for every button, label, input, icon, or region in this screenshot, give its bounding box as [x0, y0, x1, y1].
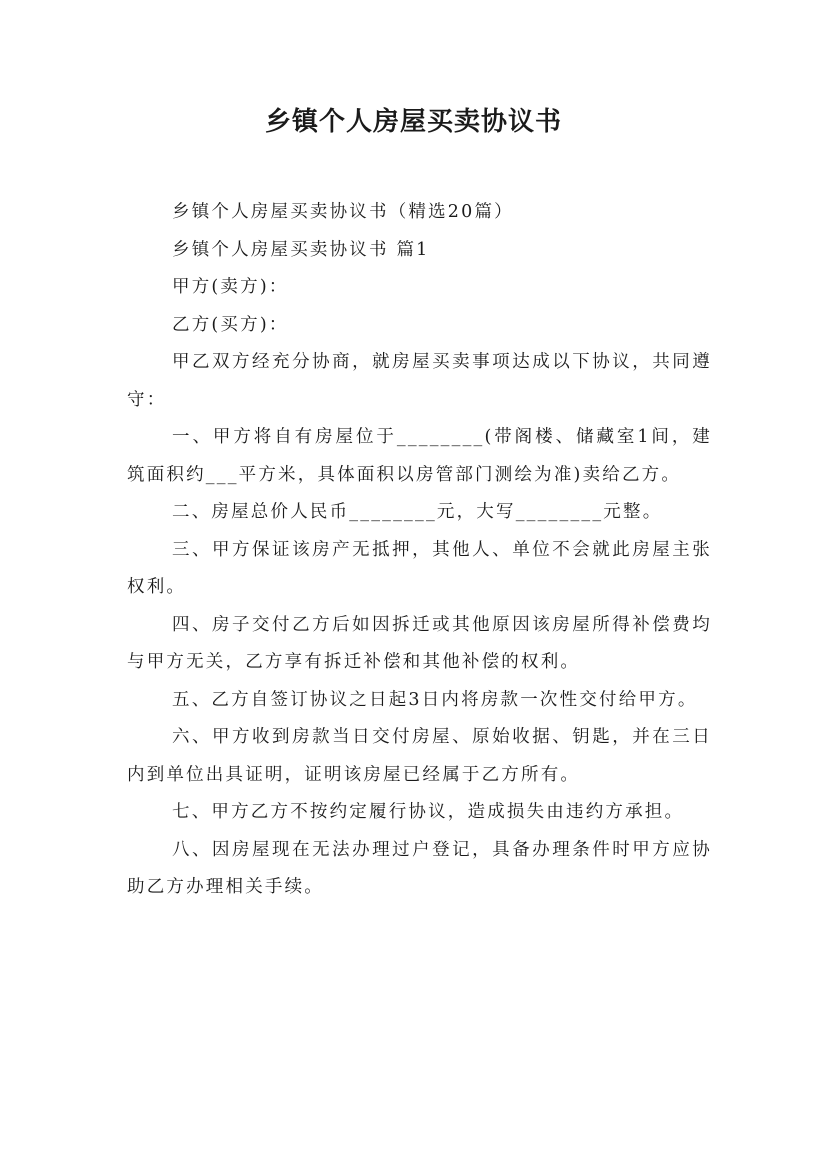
paragraph-party-a: 甲方(卖方)：	[172, 277, 289, 297]
document-title: 乡镇个人房屋买卖协议书	[264, 107, 562, 137]
paragraph-clause-7: 七、甲方乙方不按约定履行协议，造成损失由违约方承担。	[172, 802, 685, 822]
paragraph-clause-6: 六、甲方收到房款当日交付房屋、原始收据、钥匙，并在三日内到单位出具证明，证明该房屋已经属于乙方所有。	[127, 727, 712, 785]
paragraph-clause-3: 三、甲方保证该房产无抵押，其他人、单位不会就此房屋主张权利。	[127, 539, 712, 597]
paragraph-section-heading: 乡镇个人房屋买卖协议书 篇1	[172, 239, 430, 260]
paragraph-preamble: 甲乙双方经充分协商，就房屋买卖事项达成以下协议，共同遵守：	[127, 352, 712, 410]
paragraph-clause-5: 五、乙方自签订协议之日起3日内将房款一次性交付给甲方。	[172, 689, 698, 710]
document-body	[127, 194, 712, 907]
paragraph-clause-8: 八、因房屋现在无法办理过户登记，具备办理条件时甲方应协助乙方办理相关手续。	[127, 839, 712, 897]
paragraph-clause-1: 一、甲方将自有房屋位于________(带阁楼、储藏室1间，建筑面积约___平方米，具体面积以房管部门测绘为准)卖给乙方。	[127, 427, 712, 485]
paragraph-clause-4: 四、房子交付乙方后如因拆迁或其他原因该房屋所得补偿费均与甲方无关，乙方享有拆迁补偿和其他补偿的权利。	[127, 614, 712, 672]
paragraph-clause-2: 二、房屋总价人民币________元，大写________元整。	[172, 502, 663, 522]
paragraph-party-b: 乙方(买方)：	[172, 314, 289, 335]
paragraph-subtitle: 乡镇个人房屋买卖协议书（精选20篇）	[172, 202, 514, 222]
